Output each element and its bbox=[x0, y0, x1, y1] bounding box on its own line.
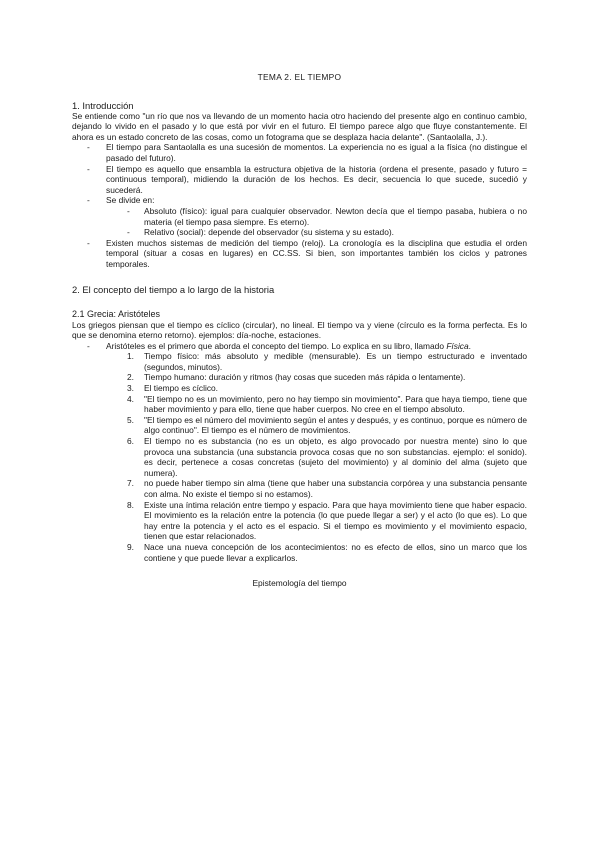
page-title: TEMA 2. EL TIEMPO bbox=[257, 72, 342, 82]
intro-paragraph: Se entiende como "un río que nos va llevando de un momento hacia otro haciendo del presente algo en continuo cambio, dejando lo vivido en el pasado y lo que está por vivir en el futuro. El tiempo parece algo que fluye constantemente. El ahora es un estado concreto de las cosas, como un fotograma que se desplaza hacia delante". (Santaolalla, J.). bbox=[72, 110, 527, 142]
bullet-marker: - bbox=[87, 142, 90, 153]
numbered-item bbox=[72, 436, 527, 478]
list-item bbox=[72, 195, 527, 206]
numbered-item-text: Tiempo humano: duración y ritmos (hay cosas que suceden más rápida o lentamente). bbox=[144, 372, 466, 383]
bullet-marker: - bbox=[87, 237, 90, 248]
item-number: 5. bbox=[127, 414, 134, 425]
numbered-item bbox=[72, 415, 527, 436]
numbered-item bbox=[72, 478, 527, 499]
item-number: 4. bbox=[127, 393, 134, 404]
numbered-item-text: El tiempo no es substancia (no es un objeto, es algo provocado por nuestra mente) sino lo que provoca una substancia (una substancia provoca cosas que no son substancias. ejemplo: el sonido). es decir, pertenece a cosas concretas (sujeto del movimiento) y al dominio del alma (sujeto que numera). bbox=[144, 436, 527, 478]
bullet-marker: - bbox=[87, 340, 90, 351]
list-item bbox=[72, 341, 527, 352]
section-heading-concepto: 2. El concepto del tiempo a lo largo de la historia bbox=[72, 283, 275, 295]
numbered-item bbox=[72, 500, 527, 542]
list-item bbox=[72, 164, 527, 196]
item-number: 6. bbox=[127, 436, 134, 447]
numbered-item-text: Tiempo físico: más absoluto y medible (mensurable). Es un tiempo estructurado e inventado (segundos, minutos). bbox=[144, 351, 527, 372]
list-item bbox=[72, 142, 527, 163]
grecia-paragraph: Los griegos piensan que el tiempo es cíclico (circular), no lineal. El tiempo va y viene (círculo es la forma perfecta. Es lo que se denomina eterno retorno). ejemplos: día-noche, estaciones. bbox=[72, 319, 527, 341]
list-item-text: Se divide en: bbox=[106, 195, 155, 206]
bullet-marker: - bbox=[127, 205, 130, 216]
numbered-item-text: Nace una nueva concepción de los acontecimientos: no es efecto de ellos, sino un marco que los contiene y que puede llevar a explicarlos. bbox=[144, 541, 527, 563]
numbered-item bbox=[72, 372, 527, 383]
item-number: 9. bbox=[127, 541, 134, 552]
sub-list-item bbox=[72, 206, 527, 227]
book-title: Física bbox=[446, 340, 469, 351]
list-item-text: Existen muchos sistemas de medición del tiempo (reloj). La cronología es la disciplina que estudia el orden temporal (situar a cosas en lugares) en CC.SS. Si bien, son importantes también los ciclos y patrones temporales. bbox=[106, 237, 527, 269]
sub-list-item-text: Absoluto (físico): igual para cualquier observador. Newton decía que el tiempo pasaba, hubiera o no materia (el tiempo pasa siempre. Es eterno). bbox=[144, 205, 527, 227]
item-number: 7. bbox=[127, 478, 134, 489]
item-number: 1. bbox=[127, 351, 134, 362]
item-number: 3. bbox=[127, 383, 134, 394]
numbered-item-text: El tiempo es cíclico. bbox=[144, 383, 219, 394]
bullet-marker: - bbox=[87, 195, 90, 206]
aristotle-text-end: . bbox=[468, 340, 471, 351]
bullet-marker: - bbox=[87, 163, 90, 174]
document-content bbox=[72, 72, 527, 589]
numbered-item bbox=[72, 542, 527, 563]
aristotle-text: Aristóteles es el primero que aborda el concepto del tiempo. Lo explica en su libro, llamado bbox=[106, 340, 447, 351]
section-title-epistemologia: Epistemología del tiempo bbox=[252, 578, 347, 589]
sub-list-item-text: Relativo (social): depende del observador (su sistema y su estado). bbox=[144, 227, 394, 238]
item-number: 2. bbox=[127, 372, 134, 383]
subsection-heading-grecia: 2.1 Grecia: Aristóteles bbox=[72, 308, 161, 319]
numbered-item bbox=[72, 383, 527, 394]
bullet-marker: - bbox=[127, 227, 130, 238]
list-item-text: El tiempo es aquello que ensambla la estructura objetiva de la historia (ordena el presente, pasado y futuro = continuous temporal), midiendo la duración de los hechos. Es decir, secuencia lo que sucede, sucedió y sucederá. bbox=[106, 163, 527, 195]
numbered-item-text: "El tiempo no es un movimiento, pero no hay tiempo sin movimiento". Para que haya tiempo, tiene que haber movimiento y para ello, tiene que haber cuerpos. No cree en el tiempo absoluto. bbox=[144, 393, 527, 415]
section-heading-introduccion: 1. Introducción bbox=[72, 99, 134, 111]
numbered-item-text: "El tiempo es el número del movimiento según el antes y después, y es continuo, porque es número de algo continuo". El tiempo es el número de movimientos. bbox=[144, 414, 527, 436]
numbered-item-text: Existe una íntima relación entre tiempo y espacio. Para que haya movimiento tiene que haber espacio. El movimiento es la relación entre la potencia (lo que puede llegar a ser) y el acto (lo que es). Lo que hay entre la potencia y el acto es el espacio. Si el tiempo es movimiento y el movimiento espacio, tienen que estar relacionados. bbox=[144, 499, 527, 542]
list-item bbox=[72, 238, 527, 270]
numbered-item bbox=[72, 394, 527, 415]
numbered-item-text: no puede haber tiempo sin alma (tiene que haber una substancia corpórea y una substancia pensante con alma. No existe el tiempo si no estamos). bbox=[144, 478, 527, 499]
numbered-item bbox=[72, 351, 527, 372]
list-item-text: El tiempo para Santaolalla es una sucesión de momentos. La experiencia no es igual a la física (no distingue el pasado del futuro). bbox=[106, 142, 527, 163]
item-number: 8. bbox=[127, 499, 134, 510]
sub-list-item bbox=[72, 227, 527, 238]
